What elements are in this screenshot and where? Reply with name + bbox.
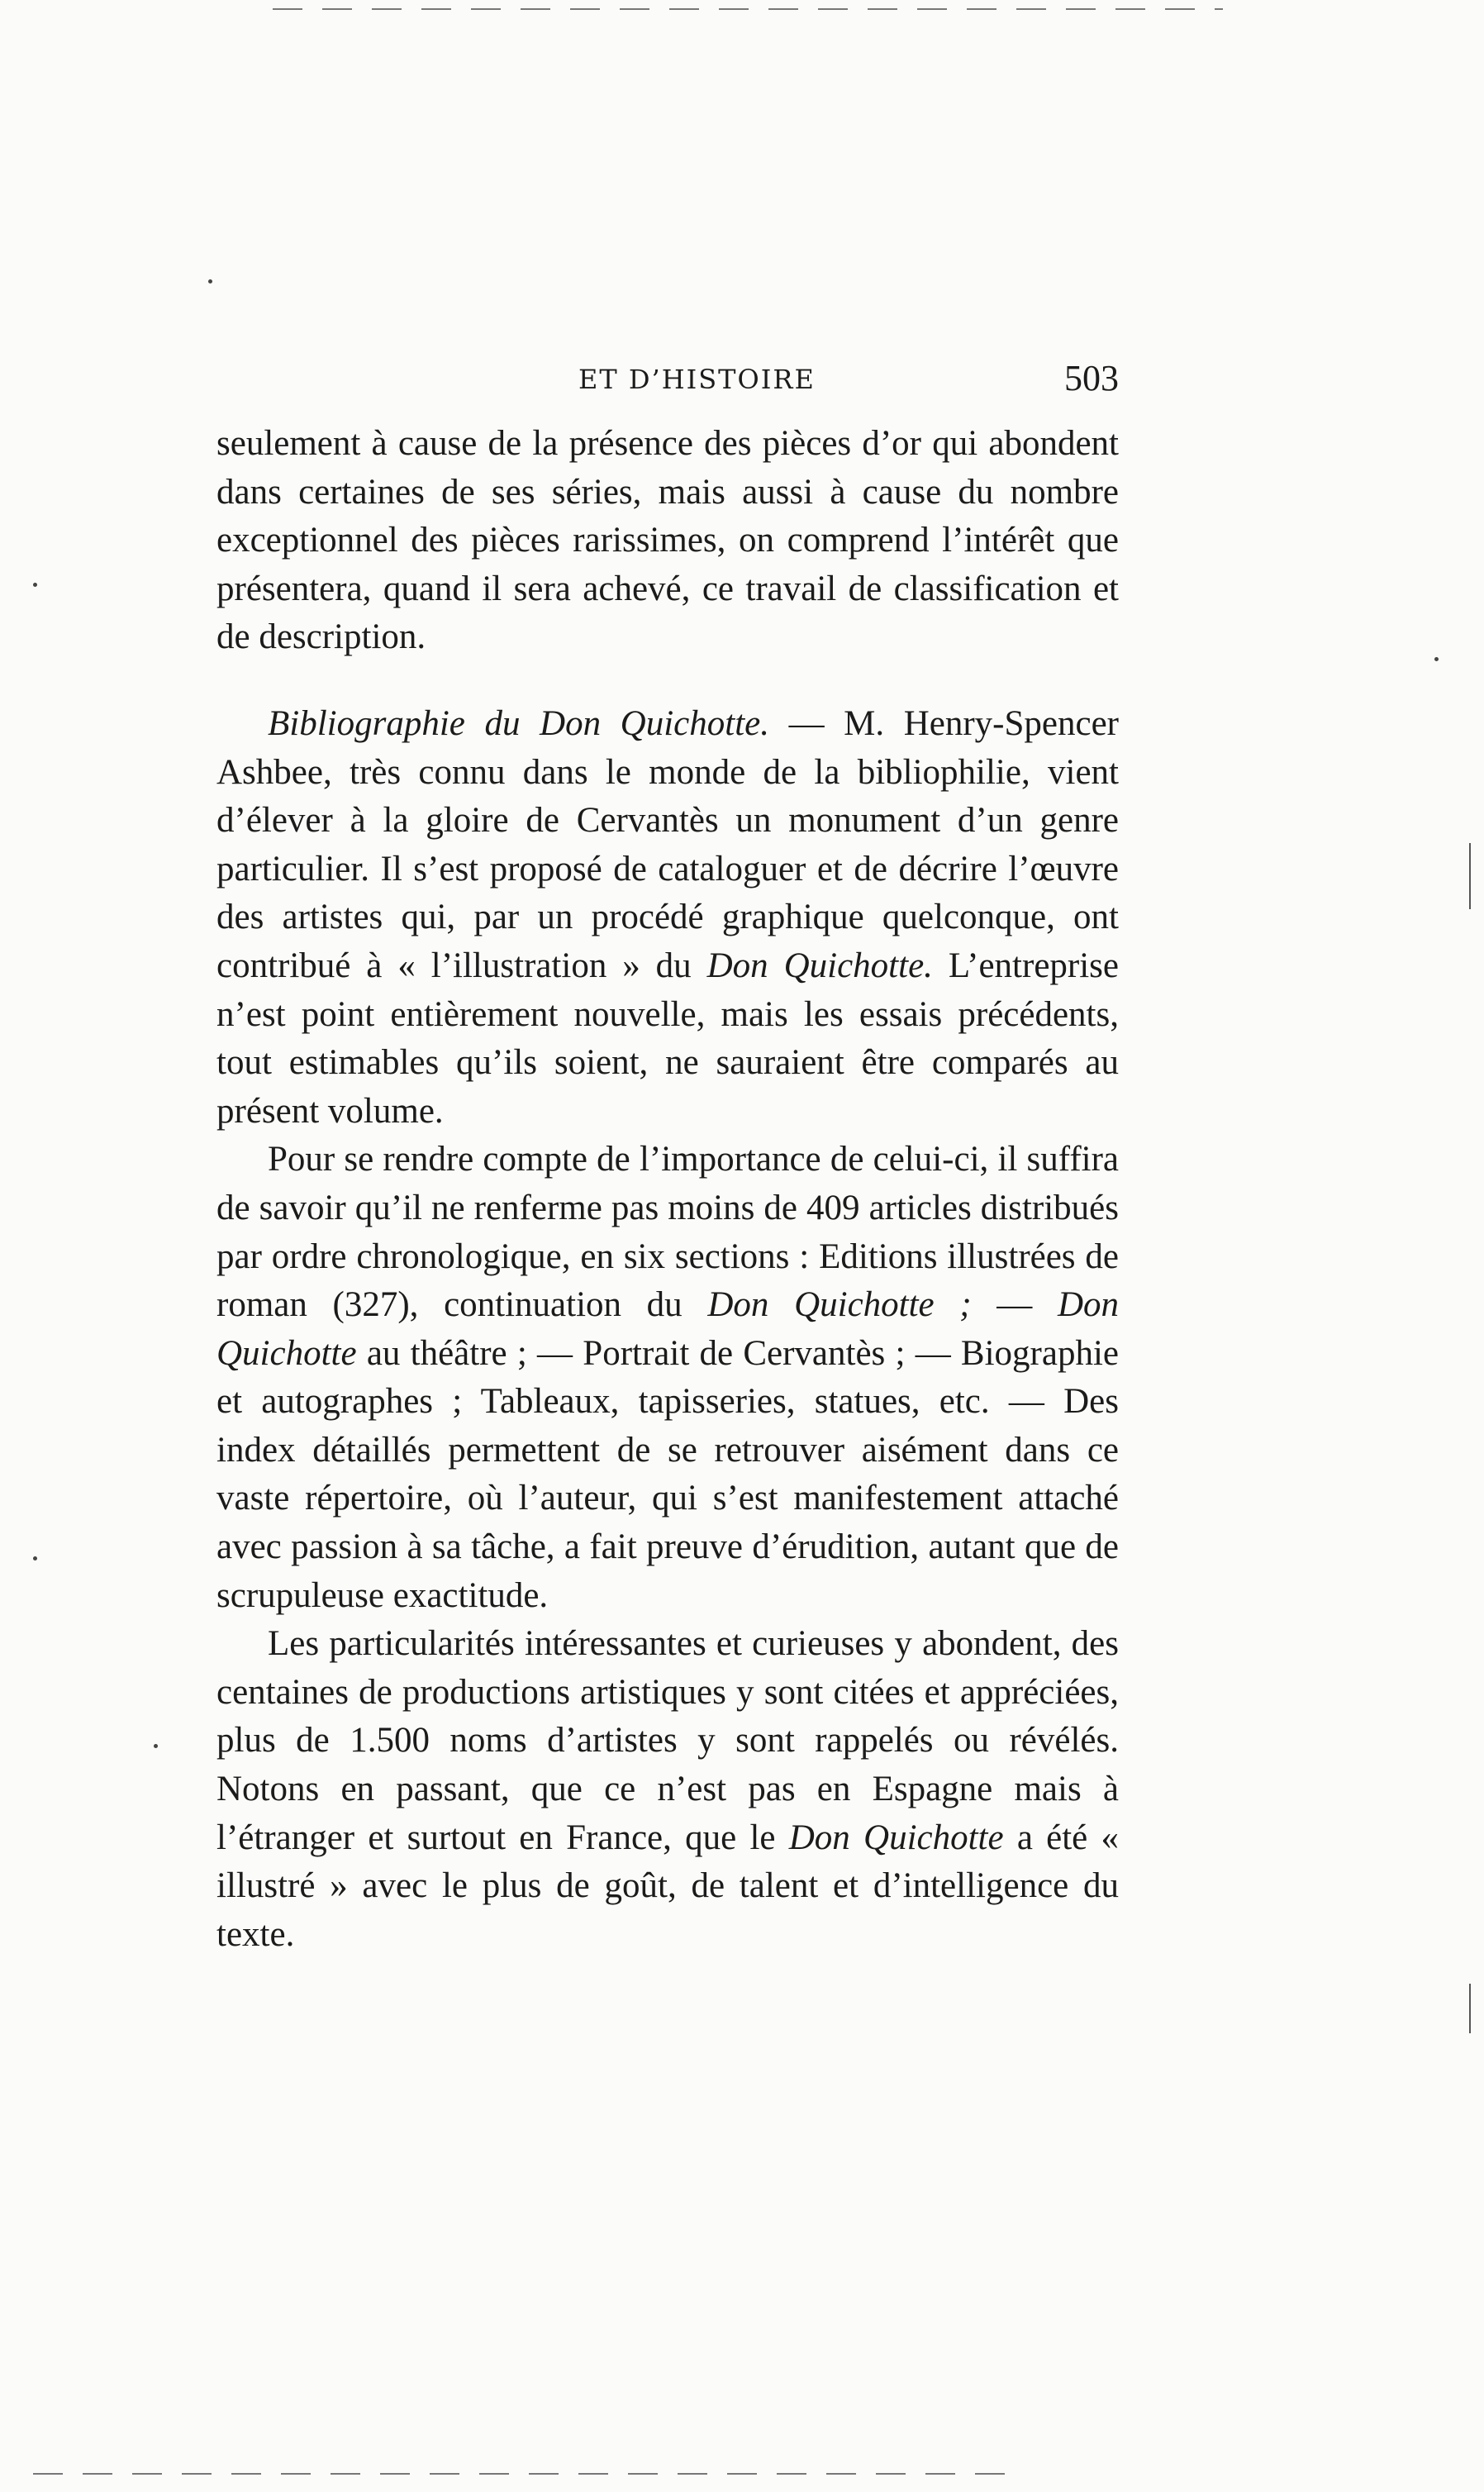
italic-title: Don Quichotte.	[706, 946, 933, 985]
paragraph-text: — M. Henry-Spencer Ashbee, très connu dans le monde de la bibliophilie, vient d’élever à la gloire de Cervantès un monument d’un genre particulier. Il s’est proposé de cataloguer et de décrire l’œuvre des artistes qui, par un procédé graphique quelconque, ont contribué à « l’illustration » du	[216, 703, 1119, 985]
paragraph-text: Les particularités intéressantes et curieuses y abondent, des centaines de productions artistiques y sont citées et appréciées, plus de 1.500 noms d’artistes y sont rappelés ou révélés. Notons en passant, que ce n’est pas en Espagne mais à l’étranger et surtout en France, que le	[216, 1624, 1119, 1857]
margin-speck	[208, 279, 212, 284]
paragraph-text: au théâtre ; — Portrait de Cervantès ; — Biographie et autographes ; Tableaux, tapisseries, statues, etc. — Des index détaillés permettent de se retrouver aisément dans ce vaste répertoire, où l’auteur, qui s’est manifestement attaché avec passion à sa tâche, a fait preuve d’érudition, autant que de scrupuleuse exactitude.	[216, 1333, 1119, 1615]
paragraph-text: a été « illustré » avec le plus de goût, de talent et d’intelligence du texte.	[216, 1818, 1120, 1954]
paragraph	[216, 1136, 1119, 1620]
section-heading: Bibliographie du Don Quichotte.	[268, 703, 769, 743]
paragraph-text: —	[971, 1285, 1058, 1325]
running-head	[216, 357, 1119, 407]
paragraph	[216, 420, 1119, 662]
paragraph-text: L’entreprise n’est point entièrement nouvelle, mais les essais précédents, tout estimables qu’ils soient, ne sauraient être comparés au présent volume.	[216, 946, 1119, 1131]
page-number: 503	[1064, 358, 1119, 398]
italic-title: Don Quichotte	[788, 1818, 1004, 1857]
margin-speck	[154, 1744, 158, 1748]
paragraph-text: Pour se rendre compte de l’importance de celui-ci, il suffira de savoir qu’il ne renferme pas moins de 409 articles distribués par ordre chronologique, en six sections : Editions illustrées de roman (327), continuation du	[216, 1140, 1119, 1325]
bottom-scan-edge	[33, 2473, 1008, 2475]
margin-speck	[33, 583, 37, 587]
body-text	[216, 420, 1119, 1959]
paragraph-text: seulement à cause de la présence des pièces d’or qui abondent dans certaines de ses séries, mais aussi à cause du nombre exceptionnel des pièces rarissimes, on comprend l’intérêt que présentera, quand il sera achevé, ce travail de classification et de description.	[216, 424, 1119, 657]
top-scan-edge	[273, 8, 1223, 10]
margin-speck	[1434, 657, 1439, 661]
running-title: ET D’HISTOIRE	[578, 364, 816, 395]
right-margin-mark	[1469, 1984, 1471, 2033]
paragraph	[216, 1620, 1119, 1959]
italic-title: Don Quichotte	[216, 1285, 1120, 1373]
paragraph	[216, 700, 1119, 1136]
margin-speck	[33, 1556, 37, 1560]
right-margin-mark	[1469, 843, 1471, 909]
italic-title: Don Quichotte ;	[707, 1285, 972, 1325]
